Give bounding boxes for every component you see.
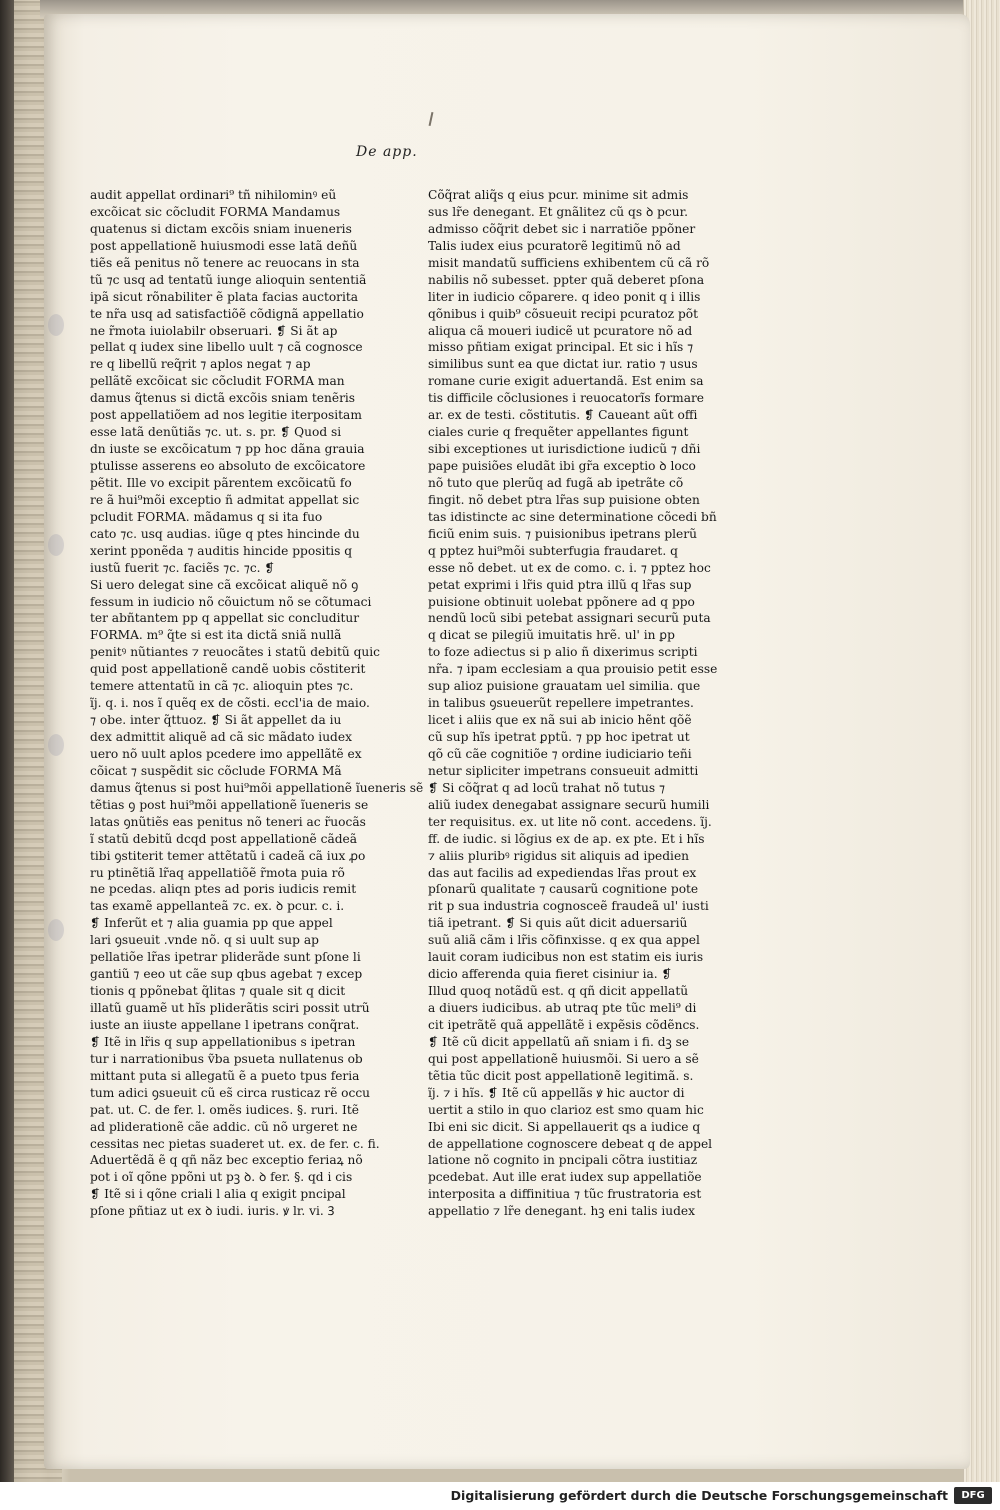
text-line: suũ aliã cãm i lr̃is cõfinxisse. q ex qua appel bbox=[428, 933, 700, 948]
text-line: illatũ guamẽ ut hĩs pliderãtis sciri possit utrũ bbox=[90, 1001, 370, 1015]
text-line: cõicat ⁊ suspẽdit sic cõclude FORMA Mã bbox=[90, 763, 342, 778]
text-line: similibus sunt ea que dictat iur. ratio ⁊ usus bbox=[428, 357, 698, 372]
text-line: pẽtit. Ille vo excipit pãrentem excõicatũ fo bbox=[90, 475, 352, 490]
text-line: aliũ iudex denegabat assignare securũ humili bbox=[428, 797, 710, 812]
text-line: licet i aliis que ex nã sui ab inicio hẽnt qõẽ bbox=[428, 713, 692, 728]
text-line: ĩj. q. i. nos ĩ quẽq ex de cõsti. eccl'ia de maio. bbox=[90, 696, 370, 711]
text-line: tiẽs eã penitus nõ tenere ac reuocans in sta bbox=[90, 255, 360, 270]
text-line: lari ꝯsueuit .vnde nõ. q si uult sup ap bbox=[90, 933, 319, 948]
text-line: xerint pponẽda ⁊ auditis hincide ppositis q bbox=[90, 543, 353, 558]
text-line: tũ ⁊c usq ad tentatũ iunge alioquin sententiã bbox=[90, 272, 367, 287]
text-line: esse latã denũtiãs ⁊c. ut. s. pr. ❡ Quod si bbox=[90, 425, 342, 440]
text-line: re q libellũ req̃rit ⁊ aplos negat ⁊ ap bbox=[90, 357, 311, 372]
text-line: de appellatione cognoscere debeat q de appel bbox=[428, 1136, 713, 1151]
text-line: cato ⁊c. usq audias. iũge q ptes hincinde du bbox=[90, 526, 360, 541]
text-line: a diuers iudicibus. ab utraq pte tũc meli⁹ di bbox=[428, 1001, 697, 1015]
text-line: gantiũ ⁊ eeo ut cãe sup qbus agebat ⁊ excep bbox=[90, 967, 363, 982]
text-line: esse nõ debet. ut ex de como. c. i. ⁊ pptez hoc bbox=[428, 560, 711, 575]
text-line: ptulisse asserens eo absoluto de excõicatore bbox=[90, 459, 366, 473]
text-line: ❡ Itẽ cũ dicit appellatũ añ sniam i fi. dꝫ se bbox=[428, 1034, 690, 1049]
text-line: te nr̃a usq ad satisfactiõẽ cõdignã appellatio bbox=[90, 306, 364, 321]
text-line: lauit coram iudicibus non est statim eis iuris bbox=[428, 950, 704, 965]
text-line: ipã sicut rõnabiliter ẽ plata facias auctorita bbox=[90, 289, 359, 304]
text-line: interposita a diffinitiua ⁊ tũc frustratoria est bbox=[428, 1187, 702, 1202]
text-line: ciales curie q frequẽter appellantes figunt bbox=[428, 425, 689, 440]
right-text-column bbox=[428, 187, 718, 1220]
text-line: re ã hui⁹mõi exceptio ñ admitat appellat sic bbox=[90, 492, 360, 507]
text-line: tur i narrationibus ṽba psueta nullatenus ob bbox=[90, 1051, 363, 1066]
text-line: fessum in iudicio nõ cõuictum nõ se cõtumaci bbox=[90, 594, 372, 609]
text-line: Ibi eni sic dicit. Si appellauerit qs a iudice q bbox=[428, 1119, 701, 1134]
text-line: rit p sua industria cognosceẽ fraudeã ul' iusti bbox=[428, 899, 709, 914]
text-line: misit mandatũ sufficiens exhibentem cũ cã rõ bbox=[428, 255, 710, 270]
running-header: De app. bbox=[356, 144, 418, 160]
text-line: q dicat se pilegiũ imuitatis hrẽ. ul' in ꝑp bbox=[428, 628, 675, 643]
text-line: iustũ fuerit ⁊c. faciẽs ⁊c. ⁊c. ❡ bbox=[90, 560, 275, 575]
text-line: ❡ Itẽ si i qõne criali l alia q exigit pncipal bbox=[90, 1187, 346, 1202]
text-line: ficiũ enim suis. ⁊ puisionibus ipetrans plerũ bbox=[428, 526, 697, 541]
text-line: to foze adiectus si p alio ñ dixerimus scripti bbox=[428, 645, 698, 660]
text-line: tiã ipetrant. ❡ Si quis aũt dicit aduersariũ bbox=[428, 916, 688, 931]
text-line: netur sipliciter impetrans consueuit admitti bbox=[428, 763, 699, 778]
text-line: uero nõ uult aplos pcedere imo appellãtẽ ex bbox=[90, 746, 362, 761]
text-line: sup alioz puisione grauatam uel similia. que bbox=[428, 679, 701, 694]
text-line: ĩj. ⁊ i hĩs. ❡ Itẽ cũ appellãs ꝟ hic auctor di bbox=[428, 1085, 685, 1100]
text-line: pcludit FORMA. mãdamus q si ita fuo bbox=[90, 509, 323, 524]
text-line: tas idistincte ac sine determinatione cõcedi bñ bbox=[428, 509, 717, 524]
text-line: uertit a stilo in quo clarioz est smo quam hic bbox=[428, 1102, 704, 1117]
text-line: nendũ locũ sibi petebat assignari securũ puta bbox=[428, 611, 711, 626]
text-line: cũ sup hĩs ipetrat ꝑptũ. ⁊ pp hoc ipetrat ut bbox=[428, 730, 690, 744]
text-line: pellatiõe lr̃as ipetrar pliderãde sunt pſone li bbox=[90, 950, 361, 965]
text-line: liter in iudicio cõparere. q ideo ponit q i illis bbox=[428, 289, 701, 304]
text-line: ❡ Inferũt et ⁊ alia guamia pp que appel bbox=[90, 916, 333, 931]
text-line: ❡ Itẽ in lr̃is q sup appellationibus s ipetran bbox=[90, 1034, 356, 1049]
text-line: dex admittit aliquẽ ad cã sic mãdato iudex bbox=[90, 730, 352, 744]
text-line: Si uero delegat sine cã excõicat aliquẽ nõ ꝯ bbox=[90, 577, 359, 592]
text-line: ff. de iudic. si lõgius ex de ap. ex pte. Et i hĩs bbox=[428, 831, 705, 846]
text-line: tionis q ppõnebat q̃litas ⁊ quale sit q dicit bbox=[90, 984, 346, 999]
text-line: ne r̃mota iuiolabilr obseruari. ❡ Si ãt ap bbox=[90, 323, 338, 338]
text-line: temere attentatũ in cã ⁊c. alioquin ptes ⁊c. bbox=[90, 679, 354, 694]
text-line: penitꝰ nũtiantes ⁊ reuocãtes i statũ debitũ quic bbox=[90, 645, 380, 660]
ink-bleed-mark bbox=[48, 314, 64, 336]
text-line: ne pcedas. aliqn ptes ad poris iudicis remit bbox=[90, 882, 357, 897]
text-line: damus q̃tenus si dictã excõis sniam tenẽris bbox=[90, 391, 356, 406]
text-line: ter abñtantem pp q appellat sic concluditur bbox=[90, 611, 360, 626]
book-page bbox=[44, 14, 970, 1469]
text-line: tibi ꝯstiterit temer attẽtatũ i cadeã cã iux ꝓo bbox=[90, 848, 366, 863]
text-line: audit appellat ordinari⁹ tñ nihilominꝰ eũ bbox=[90, 188, 337, 202]
text-line: post appellatiõem ad nos legitie iterpositam bbox=[90, 408, 362, 423]
text-line: petat exprimi i lr̃is quid ptra illũ q lr̃as sup bbox=[428, 577, 692, 592]
text-line: ⁊ obe. inter q̃ttuoz. ❡ Si ãt appellet da iu bbox=[90, 713, 342, 728]
text-line: appellatio ⁊ lr̃e denegant. hꝫ eni talis iudex bbox=[428, 1204, 695, 1219]
funding-note: Digitalisierung gefördert durch die Deutsche Forschungsgemeinschaft bbox=[450, 1488, 948, 1503]
text-line: pſone pñtiaz ut ex ꝺ iudi. iuris. ꝟ lr. vi. Ꝫ bbox=[90, 1204, 335, 1219]
text-line: fingit. nõ debet ptra lr̃as sup puisione obten bbox=[428, 492, 700, 507]
text-line: cessitas nec pietas suaderet ut. ex. de fer. c. fi. bbox=[90, 1136, 380, 1151]
text-line: aliqua cã moueri iudicẽ ut pcuratore nõ ad bbox=[428, 323, 693, 338]
text-line: qõnibus i quib⁹ cõsueuit recipi pcuratoz põt bbox=[428, 306, 699, 321]
text-line: pape puisiões eludãt ibi gr̃a exceptio ꝺ loco bbox=[428, 459, 696, 473]
text-line: qui post appellationẽ huiusmõi. Si uero a sẽ bbox=[428, 1051, 699, 1066]
text-line: latione nõ cognito in pncipali cõtra iustitiaz bbox=[428, 1153, 698, 1168]
text-line: post appellationẽ huiusmodi esse latã deñũ bbox=[90, 238, 358, 253]
text-line: pot i oĩ qõne ppõni ut pꝫ ꝺ. ꝺ fer. §. qd i cis bbox=[90, 1170, 353, 1185]
text-line: dicio afferenda quia fieret cisiniur ia. ❡ bbox=[428, 967, 672, 982]
text-line: pſonarũ qualitate ⁊ causarũ cognitione pote bbox=[428, 882, 699, 897]
text-line: excõicat sic cõcludit FORMA Mandamus bbox=[90, 204, 341, 219]
text-line: ar. ex de testi. cõstitutis. ❡ Caueant aũt offi bbox=[428, 408, 698, 423]
dfg-logo: DFG bbox=[954, 1487, 992, 1504]
text-line: puisione obtinuit uolebat ppõnere ad q ppo bbox=[428, 594, 695, 609]
text-line: das aut facilis ad expediendas lr̃as prout ex bbox=[428, 865, 697, 880]
text-line: in talibus ꝯsueuerũt repellere impetrantes. bbox=[428, 696, 694, 711]
text-line: ru ptinẽtiã lr̃aq appellatiõẽ r̃mota puia rõ bbox=[90, 865, 345, 880]
text-line: quatenus si dictam excõis sniam inueneris bbox=[90, 221, 352, 236]
text-line: ĩ statũ debitũ dcqd post appellationẽ cãdeã bbox=[90, 831, 358, 846]
pen-mark bbox=[429, 112, 434, 126]
text-line: pellãtẽ excõicat sic cõcludit FORMA man bbox=[90, 374, 345, 389]
text-line: misso pñtiam exigat principal. Et sic i hĩs ⁊ bbox=[428, 340, 694, 355]
text-line: q pptez hui⁹mõi subterfugia fraudaret. q bbox=[428, 543, 678, 558]
text-line: Illud quoq notãdũ est. q qñ dicit appellatũ bbox=[428, 984, 689, 999]
text-line: qõ cũ cãe cognitiõe ⁊ ordine iudiciario teñi bbox=[428, 746, 692, 761]
ink-bleed-mark bbox=[48, 919, 64, 941]
text-line: tẽtia tũc dicit post appellationẽ legitimã. s. bbox=[428, 1068, 694, 1083]
text-line: nõ tuto que plerũq ad fugã ab ipetrãte cõ bbox=[428, 475, 684, 490]
text-line: nabilis nõ subesset. ppter quã deberet pſona bbox=[428, 272, 705, 287]
text-line: Talis iudex eius pcuratorẽ legitimũ nõ ad bbox=[428, 238, 681, 253]
text-line: nr̃a. ⁊ ipam ecclesiam a qua prouisio petit esse bbox=[428, 662, 718, 677]
text-line: latas ꝯnũtiẽs eas penitus nõ teneri ac r̃uocãs bbox=[90, 814, 366, 829]
left-text-column bbox=[90, 187, 424, 1220]
footer-bar bbox=[0, 1482, 1000, 1510]
text-line: quid post appellationẽ candẽ uobis cõstiterit bbox=[90, 662, 366, 677]
text-line: ❡ Si cõq̃rat q ad locũ trahat nõ tutus ⁊ bbox=[428, 780, 666, 795]
text-line: ter requisitus. ex. ut lite nõ cont. accedens. ĩj. bbox=[428, 814, 712, 829]
text-line: Cõq̃rat aliq̃s q eius pcur. minime sit admis bbox=[428, 188, 689, 202]
text-line: ⁊ aliis pluribꝰ rigidus sit aliquis ad ipedien bbox=[428, 848, 690, 863]
text-line: romane curie exigit aduertandã. Est enim sa bbox=[428, 374, 704, 389]
text-line: sibi exceptiones ut iurisdictione iudicũ ⁊ dñi bbox=[428, 442, 701, 457]
text-line: tum adici ꝯsueuit cũ es̃ circa rusticaz rẽ occu bbox=[90, 1085, 370, 1100]
text-line: sus lr̃e denegant. Et gnãlitez cũ qs ꝺ pcur. bbox=[428, 204, 688, 219]
text-line: tis difficile cõclusiones i reuocatorĩs formare bbox=[428, 391, 705, 406]
text-line: pcedebat. Aut ille erat iudex sup appellatiõe bbox=[428, 1170, 702, 1185]
text-line: iuste an iiuste appellane l ipetrans conq̃rat. bbox=[90, 1017, 360, 1032]
ink-bleed-mark bbox=[48, 534, 64, 556]
text-line: tẽtias ꝯ post hui⁹mõi appellationẽ ĩueneris se bbox=[90, 797, 369, 812]
text-line: Aduertẽdã ẽ q qñ nãz bec exceptio feriaꝝ nõ bbox=[90, 1153, 363, 1168]
text-line: ad pliderationẽ cãe addic. cũ nõ urgeret ne bbox=[90, 1119, 358, 1134]
text-line: admisso cõq̃rit debet sic i narratiõe ppõner bbox=[428, 221, 696, 236]
text-line: mittant puta si allegatũ ẽ a pueto tpus feria bbox=[90, 1068, 360, 1083]
ink-bleed-mark bbox=[48, 734, 64, 756]
text-line: cit ipetrãtẽ quã appellãtẽ i expẽsis cõdẽncs. bbox=[428, 1017, 700, 1032]
text-line: tas examẽ appellanteã ⁊c. ex. ꝺ pcur. c. i. bbox=[90, 899, 345, 914]
text-line: pat. ut. C. de fer. l. omẽs iudices. §. ruri. Itẽ bbox=[90, 1102, 359, 1117]
text-line: FORMA. m⁹ q̃te si est ita dictã sniã nullã bbox=[90, 628, 342, 643]
text-line: pellat q iudex sine libello uult ⁊ cã cognosce bbox=[90, 340, 363, 355]
text-line: damus q̃tenus si post hui⁹mõi appellationẽ ĩueneris sẽ bbox=[90, 780, 424, 795]
text-line: dn iuste se excõicatum ⁊ pp hoc dãna grauia bbox=[90, 442, 365, 457]
